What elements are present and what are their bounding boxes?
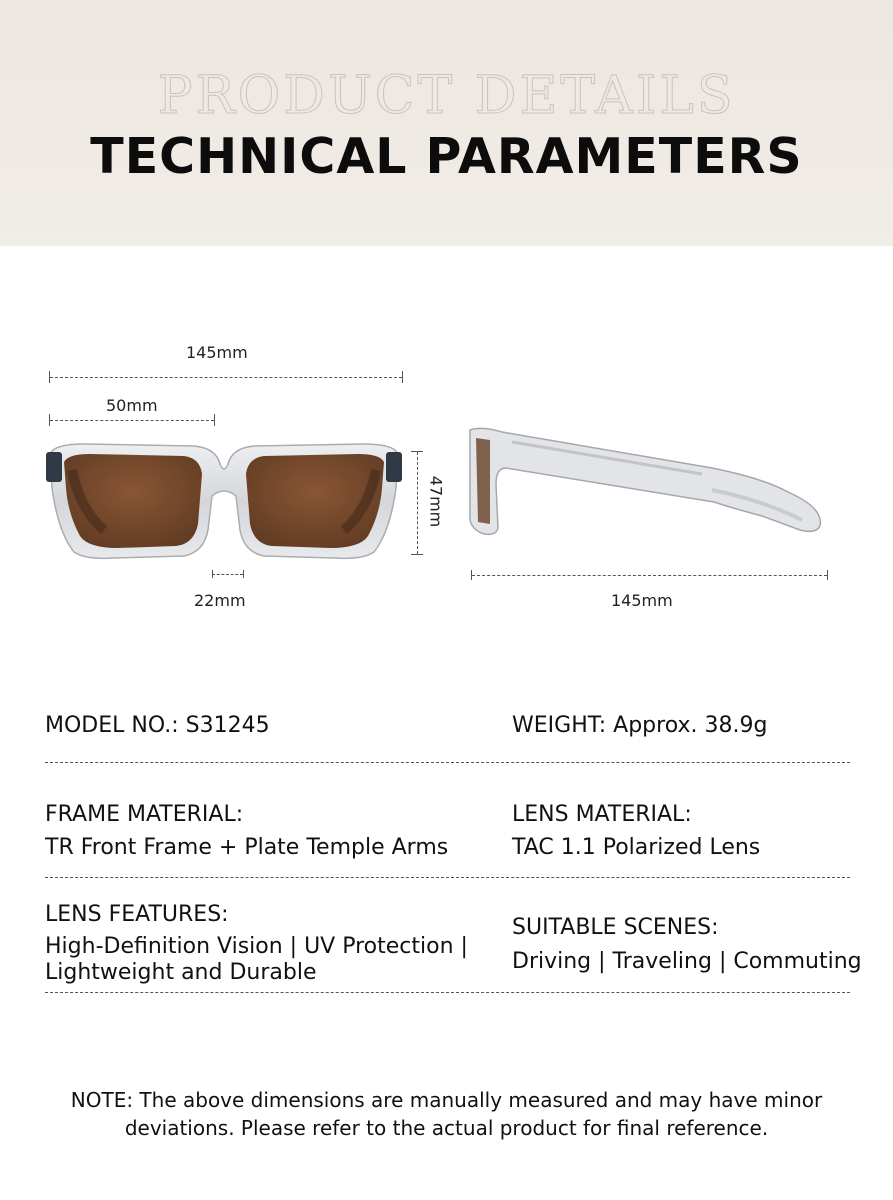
- lens-width-label: 50mm: [106, 396, 158, 415]
- right-hinge: [386, 452, 402, 482]
- divider-2: [45, 877, 850, 878]
- measurement-note: [60, 1086, 833, 1142]
- side-lens-edge: [476, 438, 490, 524]
- lens-width-line: [50, 420, 214, 421]
- lens-width-tick-left: [49, 414, 50, 426]
- frame-material-heading: FRAME MATERIAL:: [45, 802, 244, 827]
- glasses-front-view: [44, 440, 404, 566]
- bridge-tick-left: [212, 570, 213, 578]
- total-width-label: 145mm: [186, 343, 248, 362]
- temple-length-line: [472, 575, 827, 576]
- lens-height-tick-top: [411, 451, 423, 452]
- note-line-2: deviations. Please refer to the actual product for final reference.: [124, 1116, 769, 1140]
- total-width-tick-right: [402, 371, 403, 383]
- lens-height-line: [417, 452, 418, 554]
- header-banner: [0, 0, 893, 246]
- temple-length-label: 145mm: [611, 591, 673, 610]
- lens-material-heading: LENS MATERIAL:: [512, 802, 692, 827]
- weight: WEIGHT: Approx. 38.9g: [512, 713, 768, 738]
- note-line-1: NOTE: The above dimensions are manually measured and may have minor: [70, 1088, 823, 1112]
- suitable-scenes-heading: SUITABLE SCENES:: [512, 915, 719, 940]
- section-subtitle: PRODUCT DETAILS: [157, 66, 736, 126]
- total-width-tick-left: [49, 371, 50, 383]
- lens-features-line-1: High-Definition Vision | UV Protection |: [45, 934, 468, 959]
- divider-3: [45, 992, 850, 993]
- lens-material-value: TAC 1.1 Polarized Lens: [512, 835, 761, 860]
- total-width-line: [50, 377, 402, 378]
- temple-tick-right: [827, 570, 828, 580]
- model-number: MODEL NO.: S31245: [45, 713, 270, 738]
- lens-height-label: 47mm: [426, 475, 446, 528]
- left-hinge: [46, 452, 62, 482]
- bridge-tick-right: [243, 570, 244, 578]
- lens-height-tick-bottom: [411, 554, 423, 555]
- page-title: TECHNICAL PARAMETERS: [90, 128, 803, 185]
- suitable-scenes-value: Driving | Traveling | Commuting: [512, 949, 862, 974]
- bridge-width-label: 22mm: [194, 591, 246, 610]
- glasses-side-view: [462, 424, 826, 540]
- lens-features-heading: LENS FEATURES:: [45, 902, 229, 927]
- lens-width-tick-right: [214, 414, 215, 426]
- bridge-width-line: [212, 574, 243, 575]
- frame-material-value: TR Front Frame + Plate Temple Arms: [45, 835, 449, 860]
- temple-tick-left: [471, 570, 472, 580]
- divider-1: [45, 762, 850, 763]
- lens-features-line-2: Lightweight and Durable: [45, 960, 317, 985]
